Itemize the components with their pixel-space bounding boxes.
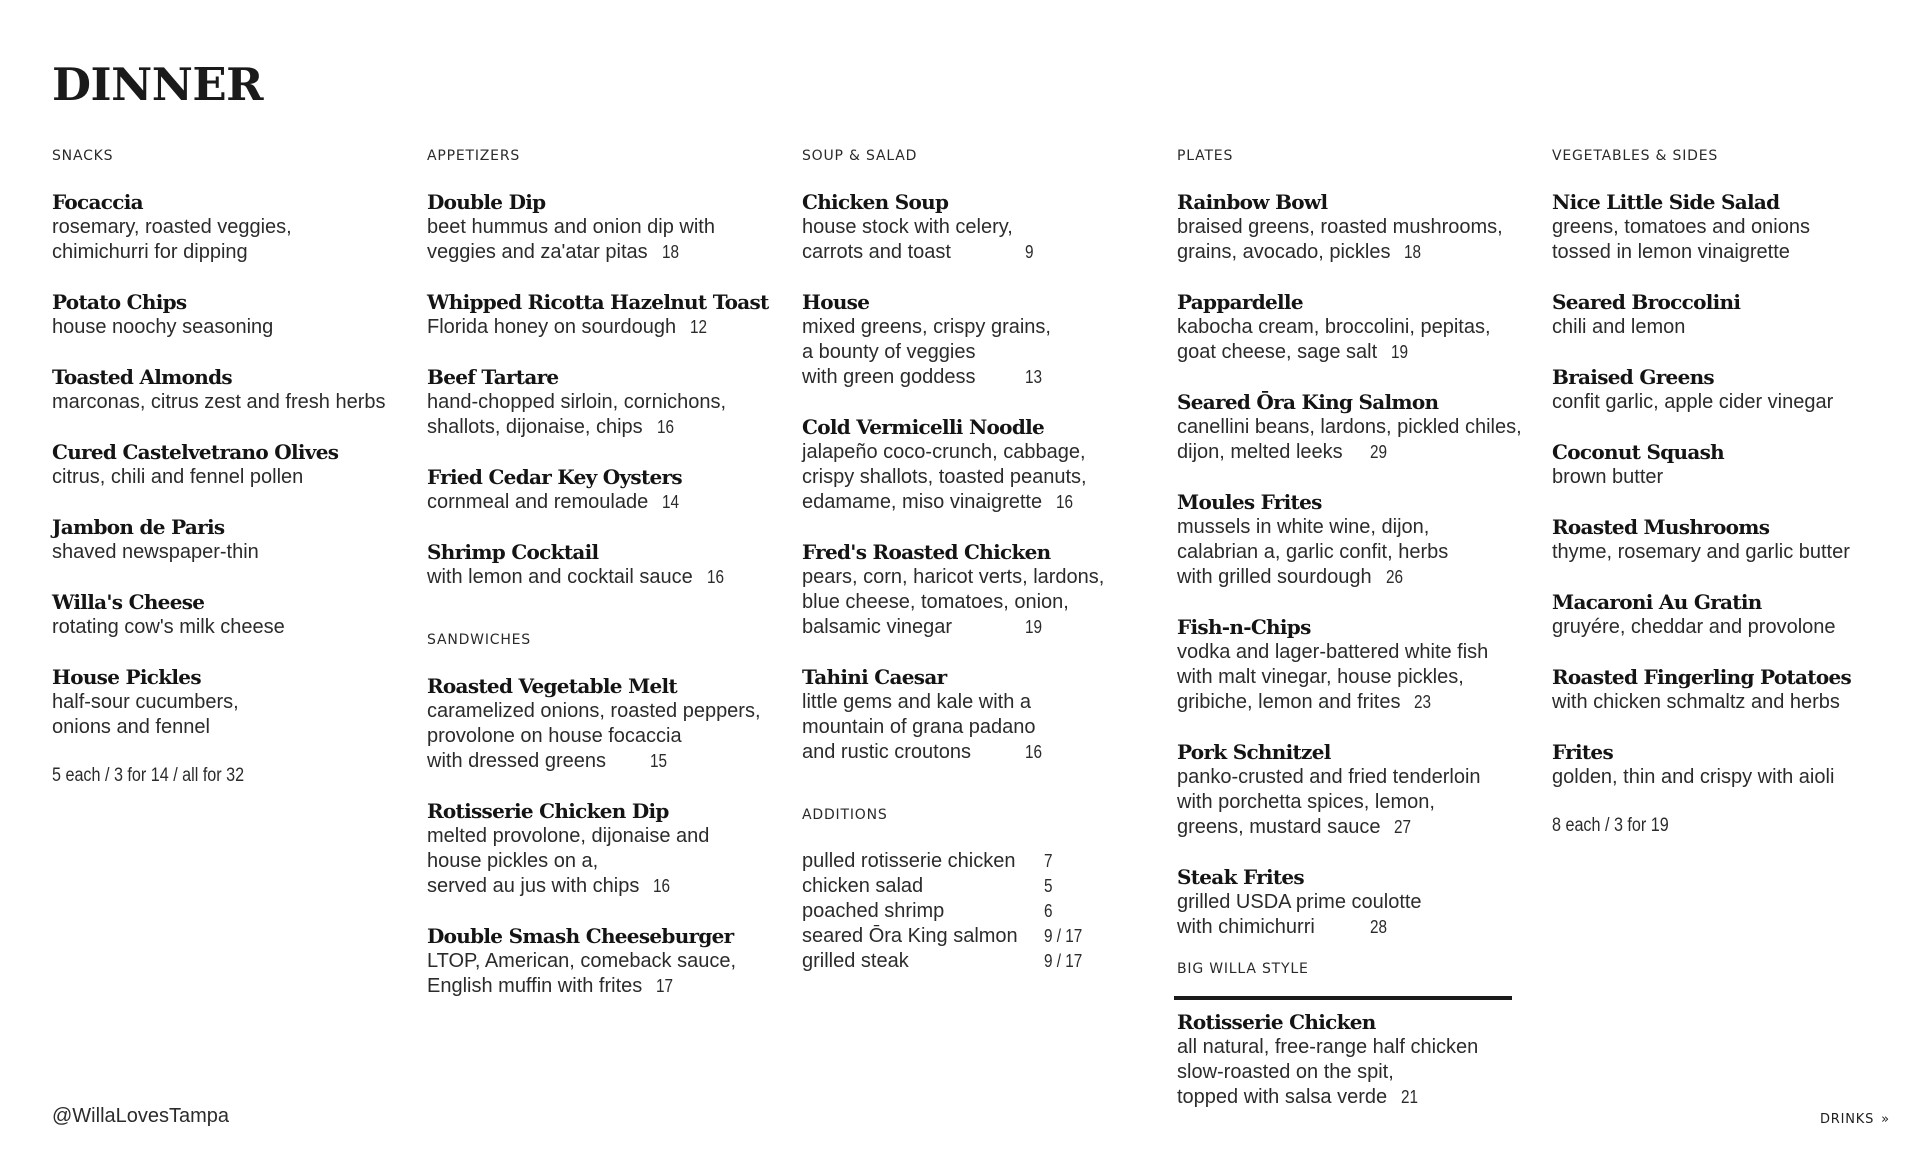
drinks-link-label: DRINKS <box>1820 1112 1875 1127</box>
menu-item <box>52 365 412 415</box>
menu-item-description: with lemon and cocktail sauce <box>427 566 693 588</box>
menu-item-description-line <box>52 465 412 490</box>
menu-item-name: Fish-n-Chips <box>1177 615 1311 639</box>
menu-item-description-line <box>427 215 787 240</box>
menu-item-description: grilled USDA prime coulotte <box>1177 891 1422 913</box>
menu-item-description-line <box>802 240 1162 265</box>
menu-item-description: gribiche, lemon and frites <box>1177 691 1401 713</box>
section-divider <box>1174 996 1512 1000</box>
menu-item-name: Focaccia <box>52 190 143 214</box>
menu-item-description: calabrian a, garlic confit, herbs <box>1177 541 1449 563</box>
menu-item-description: chimichurri for dipping <box>52 241 248 263</box>
menu-item-name: Potato Chips <box>52 290 187 314</box>
menu-item-description-line <box>1177 340 1537 365</box>
menu-item-name: House <box>802 290 870 314</box>
menu-item-name: Double Smash Cheeseburger <box>427 924 734 948</box>
menu-item <box>1552 290 1912 340</box>
menu-item <box>802 290 1162 390</box>
menu-item-price: 21 <box>1401 1087 1419 1107</box>
menu-item-price: 19 <box>1391 342 1409 362</box>
menu-item-description-line <box>802 465 1162 490</box>
menu-item <box>1177 290 1537 365</box>
menu-item-description: a bounty of veggies <box>802 341 976 363</box>
menu-item <box>52 515 412 565</box>
menu-item <box>1552 665 1912 715</box>
menu-item <box>1177 1010 1537 1110</box>
menu-item <box>1552 190 1912 265</box>
menu-item <box>427 924 787 999</box>
menu-item-price: 12 <box>690 317 708 337</box>
menu-item-description: jalapeño coco-crunch, cabbage, <box>802 441 1086 463</box>
column-vegetables <box>1552 148 1912 838</box>
menu-item-name: Fried Cedar Key Oysters <box>427 465 682 489</box>
addition-price: 7 <box>1044 851 1053 871</box>
menu-list-appetizers <box>427 190 787 590</box>
menu-item-description: caramelized onions, roasted peppers, <box>427 700 761 722</box>
menu-item-name: Coconut Squash <box>1552 440 1724 464</box>
menu-item-description: LTOP, American, comeback sauce, <box>427 950 737 972</box>
menu-item-description-line <box>1177 540 1537 565</box>
menu-item-description-line <box>802 340 1162 365</box>
menu-item-description-line <box>802 715 1162 740</box>
menu-item-description-line <box>802 615 1162 640</box>
menu-item-description-line <box>52 615 412 640</box>
addition-price: 5 <box>1044 876 1053 896</box>
menu-item-name: Double Dip <box>427 190 546 214</box>
menu-item-price: 15 <box>650 751 668 771</box>
menu-item-description-line <box>427 699 787 724</box>
menu-item-name: Moules Frites <box>1177 490 1322 514</box>
menu-item-description: mussels in white wine, dijon, <box>1177 516 1430 538</box>
menu-item <box>427 190 787 265</box>
menu-item <box>802 540 1162 640</box>
menu-list-plates <box>1177 190 1537 940</box>
menu-item-description: provolone on house focaccia <box>427 725 682 747</box>
addition-name: poached shrimp <box>802 900 945 922</box>
menu-item-description-line <box>427 949 787 974</box>
menu-item-description: with porchetta spices, lemon, <box>1177 791 1435 813</box>
menu-item-name: Steak Frites <box>1177 865 1304 889</box>
menu-item <box>1177 615 1537 715</box>
column-snacks <box>52 148 412 788</box>
menu-item-description-line <box>427 565 787 590</box>
menu-item-price: 23 <box>1414 692 1432 712</box>
menu-item-description: melted provolone, dijonaise and <box>427 825 710 847</box>
menu-item-description: with dressed greens <box>427 750 606 772</box>
menu-item-description-line <box>802 740 1162 765</box>
section-label-soup-salad: SOUP & SALAD <box>802 148 918 164</box>
menu-item-description-line <box>1177 665 1537 690</box>
menu-item-description: braised greens, roasted mushrooms, <box>1177 216 1503 238</box>
menu-item-description-line <box>52 215 412 240</box>
drinks-link[interactable] <box>1820 1112 1890 1127</box>
menu-item-description-line <box>1552 615 1912 640</box>
menu-item-description: golden, thin and crispy with aioli <box>1552 766 1835 788</box>
menu-item-description: brown butter <box>1552 466 1664 488</box>
menu-item-description-line <box>427 315 787 340</box>
menu-item <box>52 440 412 490</box>
menu-list-sandwiches <box>427 674 787 999</box>
menu-item-description: with malt vinegar, house pickles, <box>1177 666 1464 688</box>
menu-item-price: 16 <box>656 417 674 437</box>
menu-item-description: mixed greens, crispy grains, <box>802 316 1051 338</box>
menu-item-name: Seared Ōra King Salmon <box>1177 390 1439 414</box>
social-handle: @WillaLovesTampa <box>52 1105 230 1127</box>
menu-item-description-line <box>427 749 787 774</box>
menu-item-description-line <box>1177 890 1537 915</box>
menu-item <box>427 365 787 440</box>
menu-item-price: 28 <box>1370 917 1388 937</box>
menu-list-soup-salad <box>802 190 1162 765</box>
menu-item-name: Beef Tartare <box>427 365 559 389</box>
addition-name: grilled steak <box>802 950 909 972</box>
menu-item-description: onions and fennel <box>52 716 210 738</box>
menu-item <box>1177 190 1537 265</box>
menu-item-description-line <box>1552 540 1912 565</box>
menu-list-big-willa <box>1177 1010 1537 1110</box>
menu-item <box>802 415 1162 515</box>
section-label-plates: PLATES <box>1177 148 1234 164</box>
menu-item-name: Roasted Vegetable Melt <box>427 674 677 698</box>
menu-item-description: English muffin with frites <box>427 975 643 997</box>
column-appetizers <box>427 148 787 1024</box>
menu-item-description: house noochy seasoning <box>52 316 274 338</box>
menu-item-description: rosemary, roasted veggies, <box>52 216 292 238</box>
menu-item-name: Seared Broccolini <box>1552 290 1741 314</box>
menu-item-name: Roasted Fingerling Potatoes <box>1552 665 1852 689</box>
menu-item-name: Toasted Almonds <box>52 365 232 389</box>
menu-item-name: Chicken Soup <box>802 190 949 214</box>
menu-item-name: Pappardelle <box>1177 290 1303 314</box>
menu-item-name: Braised Greens <box>1552 365 1714 389</box>
menu-item-price: 27 <box>1394 817 1412 837</box>
menu-item-name: Cold Vermicelli Noodle <box>802 415 1045 439</box>
menu-item-description: slow-roasted on the spit, <box>1177 1061 1394 1083</box>
menu-item-description-line <box>52 315 412 340</box>
additions-list <box>802 849 1162 974</box>
menu-item-description-line <box>427 724 787 749</box>
menu-item <box>52 665 412 740</box>
menu-item-description: pears, corn, haricot verts, lardons, <box>802 566 1105 588</box>
menu-item <box>1177 390 1537 465</box>
menu-item-description: goat cheese, sage salt <box>1177 341 1378 363</box>
menu-item-description-line <box>427 824 787 849</box>
menu-item-description: tossed in lemon vinaigrette <box>1552 241 1790 263</box>
menu-item-name: Tahini Caesar <box>802 665 947 689</box>
menu-item-price: 19 <box>1025 617 1043 637</box>
menu-item-description-line <box>1552 765 1912 790</box>
menu-item-name: Pork Schnitzel <box>1177 740 1331 764</box>
menu-item-description-line <box>427 240 787 265</box>
menu-item-price: 16 <box>1025 742 1043 762</box>
menu-item <box>427 290 787 340</box>
menu-item-description: topped with salsa verde <box>1177 1086 1388 1108</box>
snacks-pricing-note: 5 each / 3 for 14 / all for 32 <box>52 765 245 786</box>
menu-list-vegetables <box>1552 190 1912 790</box>
menu-item-description: greens, mustard sauce <box>1177 816 1381 838</box>
menu-item-description: gruyére, cheddar and provolone <box>1552 616 1836 638</box>
addition-item <box>802 924 1162 949</box>
menu-item-description: panko-crusted and fried tenderloin <box>1177 766 1481 788</box>
double-chevron-right-icon: » <box>1881 1112 1890 1127</box>
section-label-big-willa: BIG WILLA STYLE <box>1177 961 1309 977</box>
menu-item <box>52 590 412 640</box>
menu-item-description-line <box>427 874 787 899</box>
section-label-snacks: SNACKS <box>52 148 114 164</box>
menu-item-description-line <box>427 849 787 874</box>
addition-name: chicken salad <box>802 875 924 897</box>
menu-item-description: grains, avocado, pickles <box>1177 241 1391 263</box>
section-label-vegetables: VEGETABLES & SIDES <box>1552 148 1719 164</box>
menu-item-description-line <box>1177 790 1537 815</box>
menu-item-description-line <box>427 390 787 415</box>
menu-item-description-line <box>802 690 1162 715</box>
section-label-appetizers: APPETIZERS <box>427 148 521 164</box>
menu-item-description: dijon, melted leeks <box>1177 441 1343 463</box>
addition-item <box>802 874 1162 899</box>
menu-item-description-line <box>1177 240 1537 265</box>
menu-item <box>1552 590 1912 640</box>
menu-item-description: thyme, rosemary and garlic butter <box>1552 541 1850 563</box>
menu-item <box>52 290 412 340</box>
menu-item-description: balsamic vinegar <box>802 616 953 638</box>
menu-item-description: Florida honey on sourdough <box>427 316 677 338</box>
menu-item-description-line <box>1177 215 1537 240</box>
menu-item-price: 14 <box>662 492 680 512</box>
menu-item <box>1552 440 1912 490</box>
addition-price: 9 / 17 <box>1044 951 1083 971</box>
menu-item-description-line <box>1177 690 1537 715</box>
menu-item-name: Nice Little Side Salad <box>1552 190 1780 214</box>
menu-item-price: 9 <box>1025 242 1034 262</box>
menu-item <box>427 465 787 515</box>
addition-item <box>802 949 1162 974</box>
menu-item-description: and rustic croutons <box>802 741 971 763</box>
menu-item <box>427 799 787 899</box>
menu-item <box>427 540 787 590</box>
page-title: DINNER <box>52 58 264 111</box>
section-label-additions: ADDITIONS <box>802 807 888 823</box>
menu-item <box>1552 515 1912 565</box>
menu-item-name: Shrimp Cocktail <box>427 540 599 564</box>
menu-item-description-line <box>1177 565 1537 590</box>
menu-item-name: Rotisserie Chicken Dip <box>427 799 669 823</box>
menu-item <box>802 665 1162 765</box>
menu-item-description-line <box>427 974 787 999</box>
menu-item-name: Jambon de Paris <box>52 515 225 539</box>
menu-item-description: house stock with celery, <box>802 216 1013 238</box>
menu-item <box>1177 865 1537 940</box>
menu-item-description: with chicken schmaltz and herbs <box>1552 691 1840 713</box>
menu-item <box>1552 365 1912 415</box>
menu-item-name: Frites <box>1552 740 1614 764</box>
menu-item-name: Rainbow Bowl <box>1177 190 1328 214</box>
menu-item-price: 17 <box>656 976 674 996</box>
menu-item-description: kabocha cream, broccolini, pepitas, <box>1177 316 1491 338</box>
menu-item <box>1177 490 1537 590</box>
menu-item-description-line <box>802 590 1162 615</box>
menu-item-description: canellini beans, lardons, pickled chiles, <box>1177 416 1522 438</box>
menu-item-description-line <box>802 565 1162 590</box>
menu-item-price: 18 <box>661 242 679 262</box>
menu-item-name: Roasted Mushrooms <box>1552 515 1770 539</box>
menu-item <box>1552 740 1912 790</box>
menu-item-description: veggies and za'atar pitas <box>427 241 648 263</box>
menu-item-name: Whipped Ricotta Hazelnut Toast <box>427 290 769 314</box>
menu-item <box>1177 740 1537 840</box>
menu-item-description-line <box>1552 215 1912 240</box>
menu-item-description-line <box>1177 515 1537 540</box>
menu-item <box>52 190 412 265</box>
menu-item-description: vodka and lager-battered white fish <box>1177 641 1489 663</box>
menu-item-description-line <box>1177 1060 1537 1085</box>
menu-item-description: shallots, dijonaise, chips <box>427 416 643 438</box>
menu-item-price: 13 <box>1025 367 1043 387</box>
menu-item-name: Willa's Cheese <box>52 590 205 614</box>
menu-list-snacks <box>52 190 412 740</box>
addition-item <box>802 899 1162 924</box>
menu-item-description-line <box>1177 915 1537 940</box>
menu-item-description-line <box>427 415 787 440</box>
menu-item-description-line <box>802 365 1162 390</box>
menu-item-name: Rotisserie Chicken <box>1177 1010 1376 1034</box>
addition-name: seared Ōra King salmon <box>802 925 1018 947</box>
menu-item-description-line <box>1177 315 1537 340</box>
menu-item-description: served au jus with chips <box>427 875 640 897</box>
menu-item-description-line <box>52 240 412 265</box>
menu-item-description-line <box>1177 1085 1537 1110</box>
menu-item-description-line <box>1552 690 1912 715</box>
menu-item-description: shaved newspaper-thin <box>52 541 259 563</box>
menu-item-description-line <box>52 390 412 415</box>
menu-item-description: citrus, chili and fennel pollen <box>52 466 304 488</box>
menu-item-description: carrots and toast <box>802 241 951 263</box>
menu-item-description: with green goddess <box>802 366 976 388</box>
menu-item-name: House Pickles <box>52 665 201 689</box>
menu-item-description: marconas, citrus zest and fresh herbs <box>52 391 386 413</box>
menu-item-description: half-sour cucumbers, <box>52 691 239 713</box>
menu-item-description: rotating cow's milk cheese <box>52 616 285 638</box>
addition-item <box>802 849 1162 874</box>
menu-item-description-line <box>52 540 412 565</box>
menu-item-description-line <box>802 215 1162 240</box>
menu-item-price: 26 <box>1385 567 1403 587</box>
menu-item-description-line <box>52 690 412 715</box>
menu-item-name: Cured Castelvetrano Olives <box>52 440 339 464</box>
menu-item-description-line <box>1552 240 1912 265</box>
menu-item-description: crispy shallots, toasted peanuts, <box>802 466 1087 488</box>
menu-item-price: 16 <box>1056 492 1074 512</box>
menu-item-description: chili and lemon <box>1552 316 1686 338</box>
menu-item-price: 29 <box>1370 442 1388 462</box>
menu-item-description: with chimichurri <box>1177 916 1315 938</box>
menu-item-description-line <box>802 315 1162 340</box>
menu-item-description-line <box>427 490 787 515</box>
menu-item-description: with grilled sourdough <box>1177 566 1372 588</box>
menu-item-name: Fred's Roasted Chicken <box>802 540 1051 564</box>
column-soup-salad <box>802 148 1162 974</box>
menu-item-description: hand-chopped sirloin, cornichons, <box>427 391 727 413</box>
menu-item-description-line <box>1177 815 1537 840</box>
menu-item-description-line <box>802 490 1162 515</box>
menu-item <box>427 674 787 774</box>
menu-item-description-line <box>1552 465 1912 490</box>
section-label-sandwiches: SANDWICHES <box>427 632 531 648</box>
menu-item-description-line <box>52 715 412 740</box>
menu-item-description: blue cheese, tomatoes, onion, <box>802 591 1069 613</box>
addition-price: 9 / 17 <box>1044 926 1083 946</box>
menu-item-description: confit garlic, apple cider vinegar <box>1552 391 1834 413</box>
menu-item-description: edamame, miso vinaigrette <box>802 491 1043 513</box>
vegetables-pricing-note: 8 each / 3 for 19 <box>1552 815 1669 836</box>
menu-item-description: all natural, free-range half chicken <box>1177 1036 1479 1058</box>
menu-item-description-line <box>1177 765 1537 790</box>
addition-price: 6 <box>1044 901 1053 921</box>
menu-item-description: little gems and kale with a <box>802 691 1032 713</box>
menu-item-description: beet hummus and onion dip with <box>427 216 715 238</box>
menu-item-description-line <box>1552 315 1912 340</box>
column-plates <box>1177 148 1537 1135</box>
menu-item-price: 16 <box>706 567 724 587</box>
menu-item-name: Macaroni Au Gratin <box>1552 590 1762 614</box>
menu-item-description-line <box>1177 440 1537 465</box>
menu-item <box>802 190 1162 265</box>
menu-item-description-line <box>1177 640 1537 665</box>
addition-name: pulled rotisserie chicken <box>802 850 1016 872</box>
menu-item-description-line <box>802 440 1162 465</box>
menu-item-description-line <box>1177 415 1537 440</box>
menu-item-price: 18 <box>1404 242 1422 262</box>
menu-item-description: house pickles on a, <box>427 850 599 872</box>
menu-item-description: mountain of grana padano <box>802 716 1036 738</box>
menu-item-price: 16 <box>653 876 671 896</box>
menu-item-description: greens, tomatoes and onions <box>1552 216 1810 238</box>
menu-item-description-line <box>1552 390 1912 415</box>
menu-item-description: cornmeal and remoulade <box>427 491 649 513</box>
menu-item-description-line <box>1177 1035 1537 1060</box>
